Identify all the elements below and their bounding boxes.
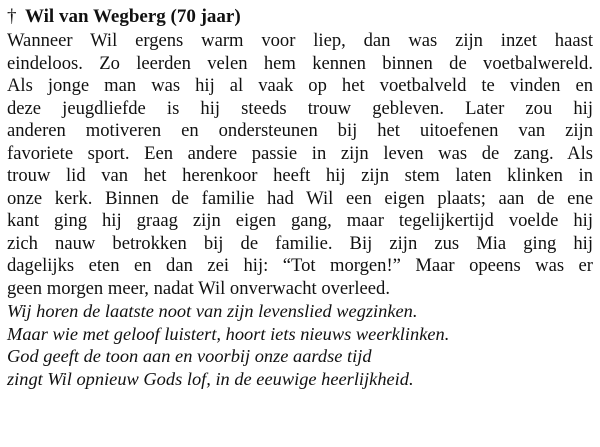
obituary-body <box>7 30 593 300</box>
body-line: favoriete sport. Een andere passie in zijn leven was de zang. Als <box>7 142 593 164</box>
body-line: kant ging hij graag zijn eigen gang, maar tegelijkertijd voelde hij <box>7 210 593 231</box>
obituary-title: Wil van Wegberg (70 jaar) <box>25 6 241 27</box>
body-line: anderen motiveren en ondersteunen bij het uitoefenen van zijn <box>7 120 593 141</box>
cross-icon: † <box>7 6 17 27</box>
body-line: trouw lid van het herenkoor heeft hij zijn stem laten klinken in <box>7 165 593 186</box>
body-line: onze kerk. Binnen de familie had Wil een eigen plaats; aan de ene <box>7 187 593 209</box>
body-line: zich nauw betrokken bij de familie. Bij zijn zus Mia ging hij <box>7 232 593 254</box>
poem-line: God geeft de toon aan en voorbij onze aardse tijd <box>7 346 372 367</box>
poem-line: Maar wie met geloof luistert, hoort iets nieuws weerklinken. <box>7 323 450 344</box>
body-line: Wanneer Wil ergens warm voor liep, dan was zijn inzet haast <box>7 30 593 51</box>
memorial-poem <box>7 300 593 390</box>
obituary-article <box>7 4 593 390</box>
body-line: geen morgen meer, nadat Wil onverwacht overleed. <box>7 277 390 299</box>
body-line: dagelijks eten en dan zei hij: “Tot morgen!” Maar opeens was er <box>7 255 593 276</box>
body-line: eindeloos. Zo leerden velen hem kennen binnen de voetbalwereld. <box>7 52 593 74</box>
poem-line: zingt Wil opnieuw Gods lof, in de eeuwige heerlijkheid. <box>7 368 414 389</box>
body-line: deze jeugdliefde is hij steeds trouw gebleven. Later zou hij <box>7 97 593 119</box>
obituary-heading <box>7 4 593 30</box>
body-line: Als jonge man was hij al vaak op het voetbalveld te vinden en <box>7 75 593 96</box>
poem-line: Wij horen de laatste noot van zijn levenslied wegzinken. <box>7 301 418 321</box>
